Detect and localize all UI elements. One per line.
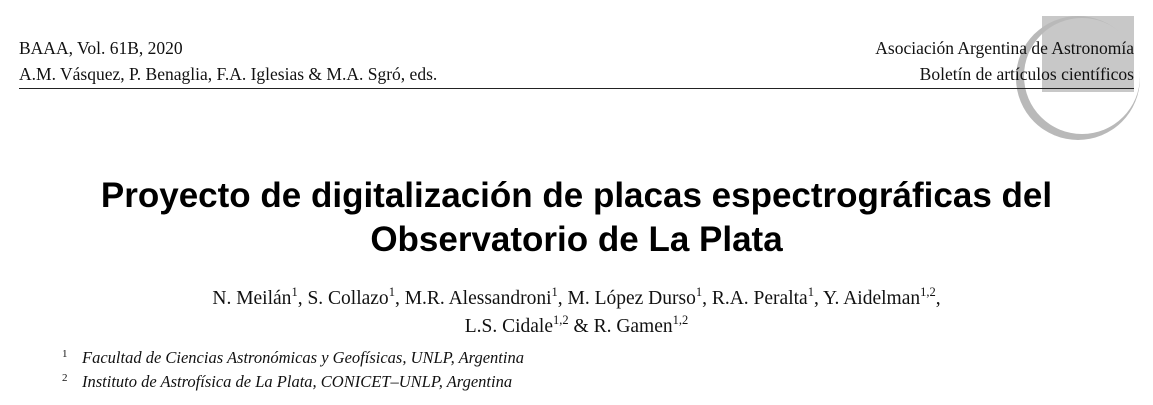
- author-separator: &: [568, 316, 594, 337]
- author-separator: ,: [557, 288, 568, 309]
- author-name: R. Gamen: [593, 316, 673, 337]
- affiliation-1: $^1$ Facultad de Ciencias Astronómicas y Geofísicas, UNLP, Argentina: [62, 348, 524, 367]
- author-name: M. López Durso: [567, 288, 696, 309]
- title-line-2: Observatorio de La Plata: [370, 220, 783, 259]
- author-line-1: [0, 285, 1153, 313]
- author-affiliation-mark: 1,2: [920, 284, 936, 299]
- author-separator: ,: [813, 288, 823, 309]
- journal-volume: BAAA, Vol. 61B, 2020: [19, 38, 183, 58]
- association-name: Asociación Argentina de Astronomía: [875, 38, 1134, 58]
- title-line-1: Proyecto de digitalización de placas espectrográficas del: [100, 176, 1053, 215]
- author-separator: ,: [935, 288, 941, 309]
- author-name: M.R. Alessandroni: [404, 288, 552, 309]
- author-affiliation-mark: 1,2: [553, 312, 569, 327]
- author-affiliation-mark: 1: [551, 284, 558, 299]
- author-affiliation-mark: 1,2: [672, 312, 689, 327]
- page-header: [19, 38, 1134, 89]
- author-separator: ,: [702, 288, 712, 309]
- author-separator: ,: [394, 288, 405, 309]
- author-name: S. Collazo: [307, 288, 389, 309]
- author-list: [0, 285, 1153, 341]
- affiliation-text: Instituto de Astrofísica de La Plata, CONICET–UNLP, Argentina: [82, 372, 513, 391]
- author-line-2: [0, 313, 1153, 341]
- author-name: R.A. Peralta: [711, 288, 808, 309]
- bulletin-name: Boletín de artículos científicos: [919, 64, 1134, 84]
- author-name: N. Meilán: [212, 288, 292, 309]
- author-affiliation-mark: 1: [291, 284, 298, 299]
- author-name: L.S. Cidale: [464, 316, 554, 337]
- author-separator: ,: [297, 288, 308, 309]
- paper-title: [0, 174, 1153, 262]
- author-name: Y. Aidelman: [822, 288, 921, 309]
- affiliation-text: Facultad de Ciencias Astronómicas y Geofísicas, UNLP, Argentina: [82, 348, 524, 367]
- author-affiliation-mark: 1: [695, 284, 703, 299]
- author-affiliation-mark: 1: [807, 284, 814, 299]
- author-affiliation-mark: 1: [388, 284, 395, 299]
- affiliation-2: $^2$ Instituto de Astrofísica de La Plata, CONICET–UNLP, Argentina: [62, 372, 513, 391]
- editors-line: A.M. Vásquez, P. Benaglia, F.A. Iglesias & M.A. Sgró, eds.: [19, 64, 438, 84]
